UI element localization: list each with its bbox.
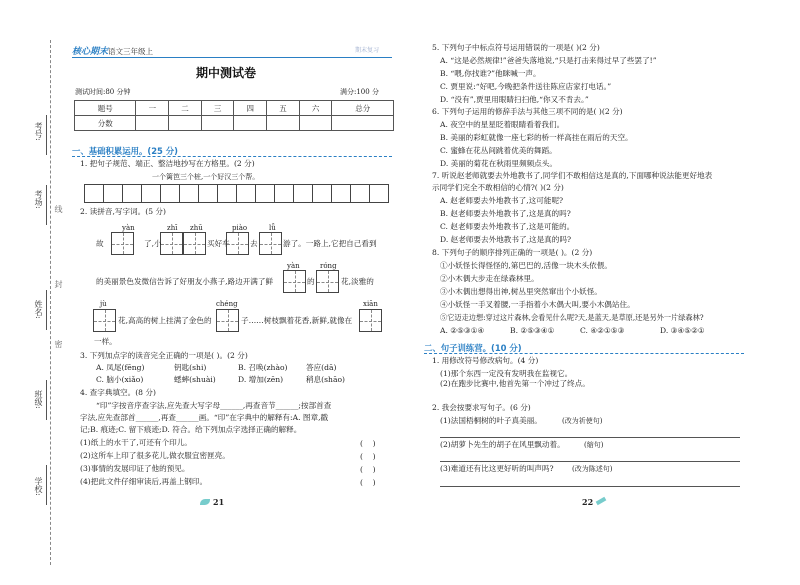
table-cell: 题号	[75, 101, 136, 116]
table-cell: 三	[201, 101, 234, 116]
list-item: ①小妖怪长得怪怪的,第巴巴的,活像一块木头依偎。	[440, 261, 612, 270]
seal-char: 封	[54, 280, 63, 288]
question-1: 1. 把句子规范、端正、整洁地抄写在方格里。(2 分)	[80, 159, 255, 168]
pinyin: yàn	[287, 262, 300, 270]
question-4: 4. 查字典填空。(8 分)	[80, 388, 156, 397]
full-score: 满分:100 分	[340, 88, 379, 96]
table-cell: 四	[234, 101, 267, 116]
answer-paren[interactable]: ( )	[360, 452, 376, 461]
answer-line[interactable]	[440, 461, 740, 462]
text-fragment: 花,淡雅的	[341, 277, 374, 286]
header-rule	[72, 57, 392, 58]
section-rule	[424, 353, 744, 354]
margin-label-name: 姓名:	[34, 300, 43, 319]
score-table-row	[75, 101, 394, 116]
question-2: 2. 读拼音,写字词。(5 分)	[80, 207, 166, 216]
instruction-note: (改为祈使句)	[562, 417, 603, 425]
option: B. ②⑤③④①	[510, 326, 555, 335]
sentence: (3)难道还有比这更好听的叫声吗?	[440, 464, 554, 473]
option: 稍息(shāo)	[306, 375, 345, 384]
option: 答应(dā)	[306, 363, 337, 372]
option: D. ③④⑤②①	[660, 326, 705, 335]
question-5: 5. 下列句子中标点符号运用错误的一项是( )(2 分)	[432, 43, 600, 52]
sentence: (2)胡萝卜先生的胡子在风里飘动着。	[440, 440, 565, 449]
instruction-note: (改为陈述句)	[572, 465, 613, 473]
table-cell: 二	[169, 101, 202, 116]
list-item: ②小木偶大步走在绿森林里。	[440, 274, 539, 283]
section-heading-2: 二、句子训练营。(10 分)	[424, 343, 522, 353]
answer-grid[interactable]	[259, 232, 282, 255]
pinyin: lǚ	[269, 224, 276, 232]
test-time: 测试时间:80 分钟	[75, 88, 131, 96]
corner-label: 期末复习	[355, 47, 380, 54]
option: C. 脑小(xiǎo)	[96, 375, 144, 384]
pinyin: zhū	[190, 224, 203, 232]
pen-icon	[596, 497, 607, 505]
sentence: (2)在跑步比赛中,他首先第一个冲过了终点。	[440, 379, 590, 388]
option: A. ②⑤③①④	[440, 326, 485, 335]
margin-field-line	[46, 115, 47, 155]
margin-label-class: 班级:	[34, 390, 43, 409]
answer-grid[interactable]	[93, 309, 116, 332]
answer-grid[interactable]	[316, 270, 339, 293]
text-fragment: 去	[250, 239, 258, 248]
option: 钥匙(shi)	[174, 363, 207, 372]
pinyin: róng	[320, 262, 337, 270]
score-input-cell[interactable]	[267, 116, 300, 131]
answer-line[interactable]	[440, 437, 740, 438]
table-cell: 总分	[332, 101, 394, 116]
option: A. 赵老师要去外地教书了,这可能呢?	[440, 196, 564, 205]
brand-logo	[72, 44, 153, 56]
grade-label: 语文三年级上	[108, 47, 154, 56]
margin-label-id: 考号:	[34, 122, 43, 141]
instruction-note: (缩句)	[584, 441, 604, 449]
text-fragment: 故	[96, 239, 104, 248]
answer-paren[interactable]: ( )	[360, 439, 376, 448]
margin-label-room: 考场:	[34, 190, 43, 209]
question-7: 7. 听说赵老师就要去外地教书了,同学们不敢相信这是真的,下面哪种说法能更好地表	[432, 171, 713, 180]
text-fragment: 的美丽景色发微信告诉了好朋友小燕子,路边开满了鲜	[96, 277, 274, 286]
leaf-icon	[200, 499, 210, 505]
score-input-cell[interactable]	[332, 116, 394, 131]
seal-char: 线	[54, 205, 63, 213]
copy-sentence: 一个篱笆三个桩,一个好汉三个帮。	[152, 173, 260, 181]
pinyin: chéng	[216, 300, 238, 308]
question-7-cont: 示同学们完全不敢相信的心情?( )(2 分)	[432, 183, 564, 192]
option: D. 赵老师要去外地教书了,这是真的吗?	[440, 235, 572, 244]
answer-paren[interactable]: ( )	[360, 465, 376, 474]
sub-question: (3)事情的发展印证了他的预见。	[80, 464, 190, 473]
option: C. 蜜蜂在花丛间跳着优美的舞蹈。	[440, 146, 557, 155]
pinyin: yàn	[122, 224, 135, 232]
score-input-cell[interactable]	[201, 116, 234, 131]
answer-paren[interactable]: ( )	[360, 478, 376, 487]
copy-grid[interactable]	[84, 184, 389, 203]
sub-section-1: 1. 用修改符号修改病句。(4 分)	[432, 356, 539, 365]
page-number: 22	[582, 497, 594, 507]
option: B. 美丽的彩虹就像一座七彩的桥一样高挂在雨后的天空。	[440, 133, 633, 142]
binding-line	[50, 40, 51, 565]
page-title: 期中测试卷	[196, 66, 257, 80]
pinyin: piào	[232, 224, 248, 232]
option: C. ④②①⑤③	[580, 326, 625, 335]
list-item: ⑤它迈走边想:穿过这片森林,会看见什么呢?天,是蓝天,是草原,还是另外一片绿森林?	[440, 313, 704, 322]
option: D. 美丽的菊花在秋雨里频频点头。	[440, 159, 557, 168]
option: B. 召唤(zhào)	[238, 363, 288, 372]
option: A. 凤尾(fēng)	[96, 363, 145, 372]
section-heading-1: 一、基础积累运用。(25 分)	[72, 146, 178, 156]
option: D. “没有”,贾里用眼睛扫扫他,“你又不肯去。”	[440, 95, 589, 104]
option: C. 贾里说:“好吧,今晚把条件送往陈应店家打电话。”	[440, 82, 612, 91]
text-fragment: 花,高高的树上挂满了金色的	[118, 316, 212, 325]
sentence: (1)那个东西一定没有发明我在监视它。	[440, 369, 573, 378]
option: B. 赵老师要去外地教书了,这是真的吗?	[440, 209, 571, 218]
margin-field-line	[46, 465, 47, 505]
text-fragment: 买好车	[207, 239, 230, 248]
answer-grid[interactable]	[359, 309, 382, 332]
text-fragment: 的	[307, 277, 315, 286]
table-cell: 一	[136, 101, 169, 116]
section-rule	[72, 156, 392, 157]
table-cell: 六	[299, 101, 332, 116]
pinyin: xiān	[363, 300, 378, 308]
sub-question: (2)这所车上印了很多花儿,做衣服宜密匣亮。	[80, 451, 230, 460]
score-input-cell[interactable]	[136, 116, 169, 131]
answer-grid[interactable]	[216, 309, 239, 332]
paragraph-line: “印”字按音序查字法,应先查大写字母______,再查音节______;按部首查	[96, 401, 332, 410]
question-3: 3. 下列加点字的读音完全正确的一项是( )。(2 分)	[80, 351, 248, 360]
sub-question: (1)纸上的水干了,可还有个印儿。	[80, 438, 192, 447]
answer-grid[interactable]	[111, 232, 134, 255]
option: A. 夜空中的星星眨着眼睛看着我们。	[440, 120, 565, 129]
paragraph-line: 字法,应先查部首______,再查______画。“印”在字典中的解释有:A. 图章,戳	[80, 413, 329, 422]
pinyin: zhī	[167, 224, 178, 232]
pinyin: jù	[100, 300, 107, 308]
table-cell: 五	[267, 101, 300, 116]
brand-name: 核心期末	[72, 47, 109, 57]
score-table-row	[75, 116, 394, 131]
table-cell: 分数	[75, 116, 136, 131]
text-fragment: 一样。	[94, 337, 117, 346]
question-8: 8. 下列句子的顺序排列正确的一项是( )。(2 分)	[432, 248, 593, 257]
margin-label-school: 学校:	[34, 477, 43, 496]
margin-field-line	[46, 185, 47, 225]
answer-grid[interactable]	[160, 232, 183, 255]
text-fragment: 了,小	[144, 239, 162, 248]
list-item: ④小妖怪一手叉着腰,一手指着小木偶大叫,要小木偶站住。	[440, 300, 635, 309]
sentence: (1)法国梧桐树的叶子真美丽。	[440, 416, 542, 425]
list-item: ③小木偶出想得出神,树丛里突然窜出个小妖怪。	[440, 287, 602, 296]
answer-grid[interactable]	[283, 270, 306, 293]
seal-char: 密	[54, 340, 63, 348]
page-number: 21	[213, 497, 225, 507]
score-input-cell[interactable]	[299, 116, 332, 131]
text-fragment: 子……树枝飘着花香,新鲜,就像在	[241, 316, 353, 325]
paragraph-line: 记;B. 痕迹;C. 留下痕迹;D. 符合。给下列加点字选择正确的解释。	[80, 425, 302, 434]
option: C. 赵老师要去外地教书了,这是可能的。	[440, 222, 575, 231]
option: A. “这是必然规律!”爸爸失落地说,“只是打击来得过早了些罢了!”	[440, 56, 657, 65]
answer-grid[interactable]	[226, 232, 249, 255]
option: B. “喂,你找谁?”他眯喊一声。	[440, 69, 541, 78]
sub-section-2: 2. 我会按要求写句子。(6 分)	[432, 403, 531, 412]
margin-field-line	[46, 290, 47, 330]
score-input-cell[interactable]	[169, 116, 202, 131]
score-table	[74, 100, 394, 131]
margin-field-line	[46, 380, 47, 420]
text-fragment: 游了。一路上,它把自己看到	[283, 239, 377, 248]
question-6: 6. 下列句子运用的修辞手法与其他三项不同的是( )(2 分)	[432, 107, 623, 116]
answer-line[interactable]	[440, 486, 740, 487]
score-input-cell[interactable]	[234, 116, 267, 131]
sub-question: (4)把此文件仔细审读后,再盖上钢印。	[80, 477, 208, 486]
option: D. 增加(zēn)	[238, 375, 284, 384]
option: 蟋蟀(shuài)	[174, 375, 216, 384]
answer-grid[interactable]	[183, 232, 206, 255]
